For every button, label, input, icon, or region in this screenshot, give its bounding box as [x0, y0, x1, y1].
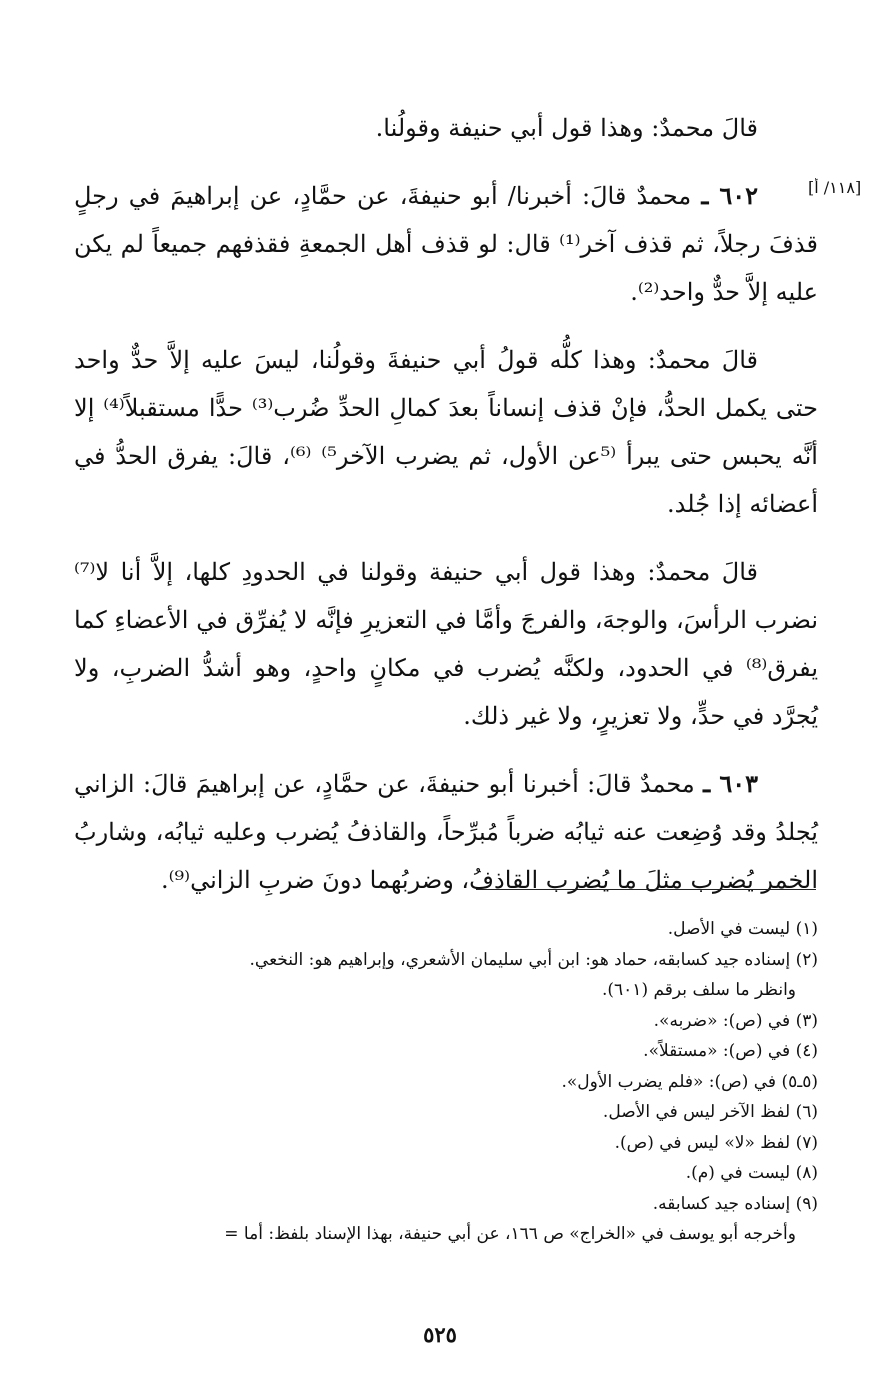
footnote-6: (٦) لفظ الآخر ليس في الأصل. — [602, 1102, 818, 1122]
footnote-9-continuation: وأخرجه أبو يوسف في «الخراج» ص ١٦٦، عن أبي حنيفة، بهذا الإسناد بلفظ: أما = — [224, 1224, 796, 1244]
footnote-7: (٧) لفظ «لا» ليس في (ص). — [614, 1132, 818, 1153]
footnote-separator — [476, 889, 816, 890]
paragraph-603 — [74, 760, 818, 904]
paragraph-603-text: محمدٌ قالَ: أخبرنا أبو حنيفةَ، عن حمَّادٍ، عن إبراهيمَ قالَ: الزاني يُجلدُ وقد وُضِعت عنه ثيابُه ضرباً مُبرِّحاً، والقاذفُ يُضرب وعليه ثيابُه، وشاربُ الخمر يُضرب مثلَ ما يُضرب القاذفُ، وضربُهما دونَ ضربِ الزاني⁽⁹⁾. — [74, 770, 818, 894]
paragraph-602-text: محمدٌ قالَ: أخبرنا/ أبو حنيفةَ، عن حمَّادٍ، عن إبراهيمَ في رجلٍ قذفَ رجلاً، ثم قذف آخر⁽¹⁾ قال: لو قذف أهل الجمعةِ فقذفهم جميعاً لم يكن عليه إلاَّ حدٌّ واحد⁽²⁾. — [74, 182, 818, 306]
paragraph-3 — [74, 336, 818, 528]
footnote-9: (٩) إسناده جيد كسابقه. — [652, 1193, 818, 1214]
footnote-3: (٣) في (ص): «ضربه». — [653, 1010, 818, 1031]
paragraph-4-text: قالَ محمدٌ: وهذا قول أبي حنيفة وقولنا في الحدودِ كلها، إلاَّ أنا لا⁽⁷⁾ نضرب الرأسَ، والوجهَ، والفرجَ وأمَّا في التعزيرِ فإنَّه لا يُفرِّق في الأعضاءِ كما يفرق⁽⁸⁾ في الحدود، ولكنَّه يُضرب في مكانٍ واحدٍ، وهو أشدُّ الضربِ، ولا يُجرَّد في حدٍّ، ولا تعزيرٍ، ولا غير ذلك. — [74, 558, 818, 730]
footnote-4: (٤) في (ص): «مستقلاً». — [643, 1041, 818, 1061]
main-text-block — [74, 104, 818, 904]
footnote-2-continuation: وانظر ما سلف برقم (٦٠١). — [602, 980, 796, 1000]
footnote-2: (٢) إسناده جيد كسابقه، حماد هو: ابن أبي سليمان الأشعري، وإبراهيم هو: النخعي. — [249, 949, 818, 970]
hadith-number-603: ٦٠٣ ـ — [703, 769, 758, 798]
paragraph-4 — [74, 548, 818, 740]
hadith-number-602: ٦٠٢ ـ — [701, 181, 758, 210]
paragraph-1-text: قالَ محمدٌ: وهذا قول أبي حنيفة وقولُنا. — [375, 114, 758, 142]
footnote-5: (٥ـ٥) في (ص): «فلم يضرب الأول». — [561, 1071, 818, 1092]
margin-manuscript-reference: [١١٨/ أ] — [808, 178, 862, 197]
paragraph-3-text: قالَ محمدٌ: وهذا كلُّه قولُ أبي حنيفةَ وقولُنا، ليسَ عليه إلاَّ حدٌّ واحد حتى يكمل الحدُّ، فإنْ قذف إنساناً بعدَ كمالِ الحدِّ ضُرب⁽³⁾ حدًّا مستقبلاً⁽⁴⁾ إلا أنَّه يحبس حتى يبرأ ⁽⁵عن الأول، ثم يضرب الآخر⁵⁾ ⁽⁶⁾، قالَ: يفرق الحدُّ في أعضائه إذا جُلد. — [74, 346, 818, 518]
paragraph-602 — [74, 172, 818, 316]
page-number: ٥٢٥ — [423, 1322, 457, 1347]
footnote-8: (٨) ليست في (م). — [685, 1163, 818, 1183]
footnotes — [74, 914, 818, 1250]
paragraph-1 — [74, 104, 818, 152]
footnote-1: (١) ليست في الأصل. — [667, 919, 818, 939]
